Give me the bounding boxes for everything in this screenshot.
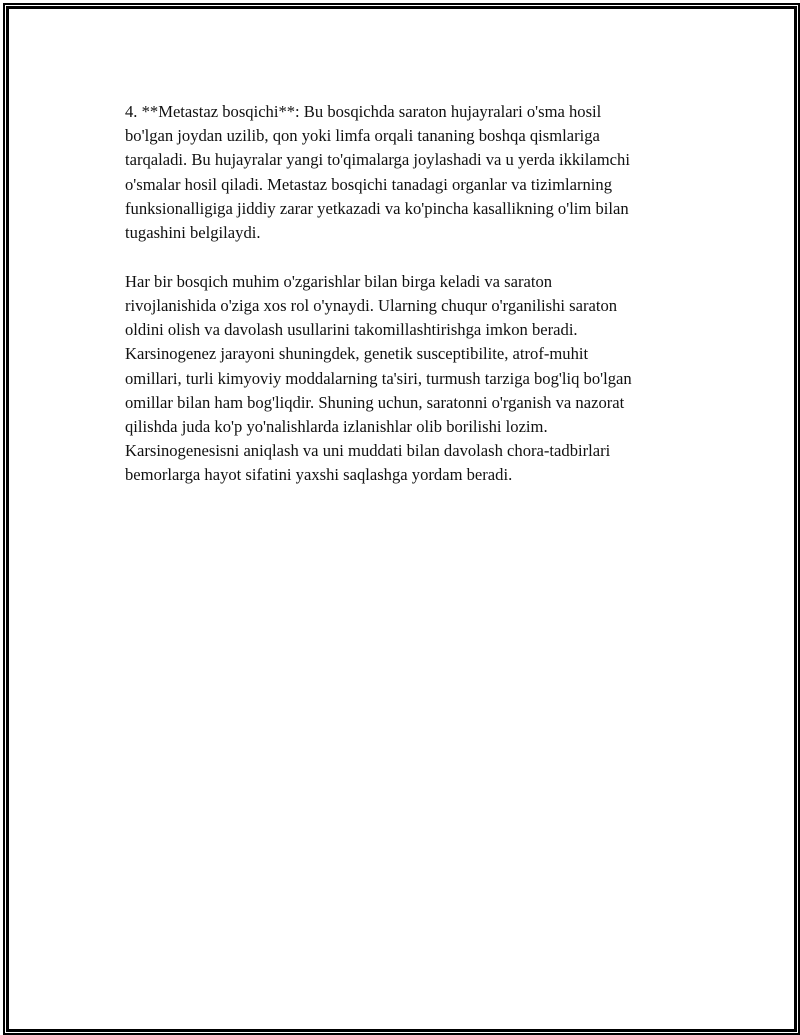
paragraph-conclusion: Har bir bosqich muhim o'zgarishlar bilan birga keladi va saraton rivojlanishida o'ziga xos rol o'ynaydi. Ularning chuqur o'rganilishi saraton oldini olish va davolash usullarini takomillashtirishga imkon beradi. Karsinogenez jarayoni shuningdek, genetik susceptibilite, atrof-muhit omillari, turli kimyoviy moddalarning ta'siri, turmush tarziga bog'liq bo'lgan omillar bilan ham bog'liqdir. Shuning uchun, saratonni o'rganish va nazorat qilishda juda ko'p yo'nalishlarda izlanishlar olib borilishi lozim. Karsinogenesisni aniqlash va uni muddati bilan davolash chora-tadbirlari bemorlarga hayot sifatini yaxshi saqlashga yordam beradi. xyxy=(125,271,632,485)
page-border xyxy=(3,3,800,1035)
document-body xyxy=(125,100,700,488)
paragraph-metastasis-stage: 4. **Metastaz bosqichi**: Bu bosqichda saraton hujayralari o'sma hosil bo'lgan joydan uzilib, qon yoki limfa orqali tananing boshqa qismlariga tarqaladi. Bu hujayralar yangi to'qimalarga joylashadi va u yerda ikkilamchi o'smalar hosil qiladi. Metastaz bosqichi tanadagi organlar va tizimlarning funksionalligiga jiddiy zarar yetkazadi va ko'pincha kasallikning o'lim bilan tugashini belgilaydi. xyxy=(125,102,630,243)
